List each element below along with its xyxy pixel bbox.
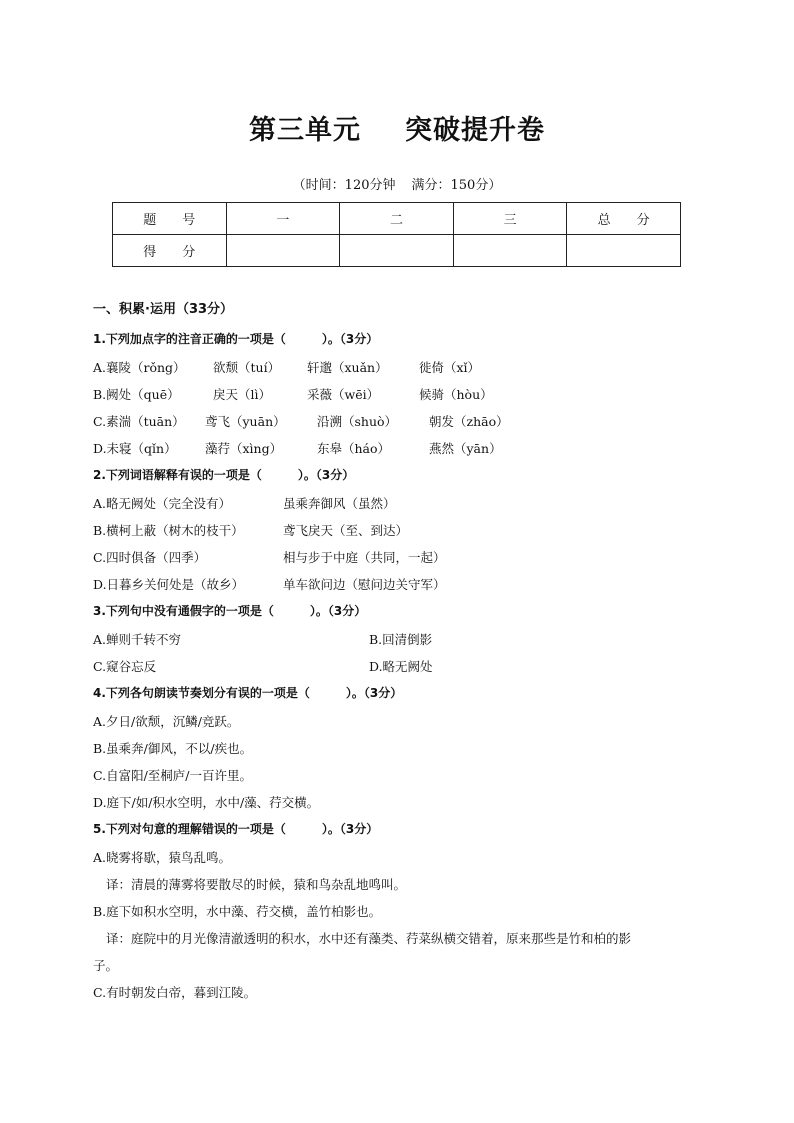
option-item: 相与步于中庭（共同，一起） (283, 550, 446, 565)
score-header-cell: 二 (340, 203, 454, 235)
option-item: A.蝉则千转不穷 (93, 632, 182, 647)
option-row (93, 521, 408, 539)
option-item: 虽乘奔御风（虽然） (283, 496, 396, 511)
option-item: B.虽乘奔/御风，不以/疾也。 (93, 741, 253, 756)
option-row (93, 412, 509, 430)
full-score: 满分：150分） (411, 178, 502, 193)
question-stem: 3.下列句中没有通假字的一项是（ ）。（3分） (93, 604, 367, 618)
option-row (93, 494, 396, 512)
option-item: C.四时俱备（四季） (93, 550, 207, 565)
option-row (93, 439, 502, 457)
option-row (93, 358, 480, 376)
option-item: 采薇（wēi） (307, 387, 380, 402)
exam-meta (0, 174, 794, 193)
score-table (112, 202, 681, 267)
page-title (0, 108, 794, 147)
option-item: 朝发（zhāo） (429, 414, 509, 429)
score-blank-cell (340, 235, 454, 267)
option-item: 戾天（lì） (213, 387, 271, 402)
option-item: 东皋（háo） (317, 441, 391, 456)
question-stem: 4.下列各句朗读节奏划分有误的一项是（ ）。（3分） (93, 686, 403, 700)
option-row (93, 385, 493, 403)
option-item: C.窥谷忘反 (93, 659, 157, 674)
option-item: D.日暮乡关何处是（故乡） (93, 577, 245, 592)
section-heading: 一、积累·运用（33分） (93, 302, 234, 317)
option-item: 轩邈（xuǎn） (307, 360, 388, 375)
question-stem: 5.下列对句意的理解错误的一项是（ ）。（3分） (93, 822, 379, 836)
option-item: A.晓雾将歇，猿鸟乱鸣。 (93, 850, 232, 865)
score-header-cell: 题 号 (113, 203, 227, 235)
translation-line: 译：庭院中的月光像清澈透明的积水，水中还有藻类、荇菜纵横交错着，原来那些是竹和柏的影 (106, 931, 632, 946)
option-item: 鸢飞（yuān） (205, 414, 286, 429)
score-header-cell: 三 (453, 203, 567, 235)
option-item: C.自富阳/至桐庐/一百许里。 (93, 768, 253, 783)
option-item: 候骑（hòu） (419, 387, 493, 402)
score-blank-cell (567, 235, 681, 267)
option-item: 藻荇（xìng） (205, 441, 283, 456)
score-blank-cell (226, 235, 340, 267)
question-stem: 2.下列词语解释有误的一项是（ ）。（3分） (93, 468, 355, 482)
option-item: B.回清倒影 (369, 632, 433, 647)
option-item: 沿溯（shuò） (317, 414, 398, 429)
translation-line: 译：清晨的薄雾将要散尽的时候，猿和鸟杂乱地鸣叫。 (106, 877, 407, 892)
option-item: 欲颓（tuí） (213, 360, 281, 375)
score-table-score-row (113, 235, 681, 267)
option-item: 鸢飞戾天（至、到达） (283, 523, 409, 538)
title-unit: 第三单元 (249, 115, 361, 146)
time-limit: （时间：120分钟 (292, 178, 396, 193)
option-item: A.夕日/欲颓，沉鳞/竞跃。 (93, 714, 240, 729)
option-item: D.庭下/如/积水空明，水中/藻、荇交横。 (93, 795, 320, 810)
option-item: A.略无阙处（完全没有） (93, 496, 232, 511)
option-item: B.庭下如积水空明，水中藻、荇交横，盖竹柏影也。 (93, 904, 382, 919)
score-header-cell: 一 (226, 203, 340, 235)
option-item: B.横柯上蔽（树木的枝干） (93, 523, 244, 538)
option-item: D.略无阙处 (369, 659, 433, 674)
option-item: 徙倚（xǐ） (419, 360, 481, 375)
option-item: 燕然（yān） (429, 441, 502, 456)
score-blank-cell (453, 235, 567, 267)
option-row (93, 630, 432, 648)
title-subtitle: 突破提升卷 (405, 115, 545, 146)
option-item: 单车欲问边（慰问边关守军） (283, 577, 446, 592)
option-item: A.襄陵（rǒng） (93, 360, 186, 375)
option-item: D.未寝（qǐn） (93, 441, 177, 456)
option-row (93, 575, 446, 593)
score-header-cell: 总 分 (567, 203, 681, 235)
translation-line-continued: 子。 (93, 958, 119, 973)
option-item: C.素湍（tuān） (93, 414, 185, 429)
option-row (93, 548, 446, 566)
score-row-label: 得 分 (113, 235, 227, 267)
option-item: C.有时朝发白帝，暮到江陵。 (93, 985, 257, 1000)
option-row (93, 657, 433, 675)
score-table-header-row (113, 203, 681, 235)
option-item: B.阙处（quē） (93, 387, 180, 402)
question-stem: 1.下列加点字的注音正确的一项是（ ）。（3分） (93, 332, 379, 346)
